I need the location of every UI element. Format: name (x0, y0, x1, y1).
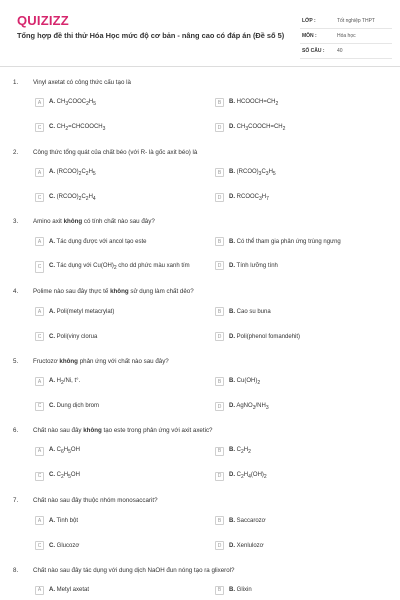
answer-option-a[interactable] (35, 586, 205, 595)
option-text: D. $RCOOC_3H_7$ (229, 193, 269, 202)
option-text: A. Tinh bột (49, 517, 79, 524)
question-number: 4. (13, 288, 19, 296)
answer-option-c[interactable] (35, 541, 205, 550)
meta-value: Tốt nghiệp THPT (337, 18, 375, 24)
option-letter-box: C (35, 541, 44, 550)
option-text: B. Có thể tham gia phản ứng trùng ngưng (229, 238, 341, 245)
question-text: Chất nào sau đây tác dụng với dung dịch NaOH đun nóng tạo ra glixerol? (33, 566, 235, 574)
option-text: D. $AgNO_3/NH_3$ (229, 402, 269, 411)
option-text: C. Dung dịch brom (49, 403, 100, 410)
option-text: D. $C_2H_4(OH)_2$ (229, 472, 267, 481)
option-text: B. Glixin (229, 587, 252, 594)
option-letter-box: C (35, 261, 44, 273)
option-text: B. Saccarozơ (229, 517, 266, 524)
question-number: 5. (13, 357, 19, 365)
answer-option-d[interactable] (215, 193, 385, 203)
question-item (0, 567, 400, 600)
answer-option-d[interactable] (215, 402, 385, 412)
answer-option-d[interactable] (215, 332, 385, 341)
option-letter-box: C (35, 193, 44, 202)
answer-option-c[interactable] (35, 402, 205, 411)
option-letter-box: C (35, 123, 44, 132)
meta-row-count (300, 44, 392, 59)
question-item (0, 79, 400, 149)
option-letter-box: D (215, 123, 224, 132)
option-text: B. $Cu(OH)_2$ (229, 377, 261, 386)
meta-row-subject (300, 29, 392, 44)
question-text: Vinyl axetat có công thức cấu tạo là (33, 79, 131, 86)
question-text: Công thức tổng quát của chất béo (với R- là gốc axit béo) là (33, 148, 198, 156)
option-letter-box: A (35, 237, 44, 246)
option-letter-box: B (215, 168, 224, 177)
answer-option-d[interactable] (215, 541, 385, 550)
page-title: Tổng hợp đề thi thử Hóa Học mức độ cơ bản - nâng cao có đáp án (Đề số 5) (17, 31, 285, 40)
option-text: D. $CH_3COOCH=CH_2$ (229, 124, 286, 133)
option-letter-box: D (215, 193, 224, 202)
answer-option-b[interactable] (215, 98, 385, 108)
option-letter-box: A (35, 377, 44, 386)
option-text: A. $H_2/Ni$, t°. (49, 377, 81, 386)
option-text: A. $CH_3COOC_2H_5$ (49, 99, 97, 108)
option-letter-box: A (35, 307, 44, 316)
option-letter-box: B (215, 516, 224, 525)
option-text: A. Poli(metyl metacrylat) (49, 308, 115, 315)
option-letter-box: C (35, 332, 44, 341)
option-text: D. Poli(phenol fomandehit) (229, 333, 301, 340)
question-number: 3. (13, 218, 19, 226)
option-letter-box: A (35, 98, 44, 107)
meta-value: Hóa học (337, 33, 356, 39)
meta-row-class (300, 14, 392, 29)
option-letter-box: D (215, 402, 224, 411)
option-letter-box: D (215, 261, 224, 270)
meta-key: MÔN : (302, 33, 317, 39)
meta-table (300, 14, 392, 59)
option-text: C. $C_2H_5OH$ (49, 472, 80, 481)
question-item (0, 358, 400, 428)
answer-option-a[interactable] (35, 237, 205, 246)
option-text: B. Cao su buna (229, 308, 271, 315)
option-text: C. Glucozơ (49, 542, 80, 549)
answer-option-c[interactable] (35, 471, 205, 481)
question-number: 7. (13, 497, 19, 505)
answer-option-a[interactable] (35, 98, 205, 108)
option-text: C. Poli(viny clorua (49, 333, 98, 340)
answer-option-b[interactable] (215, 446, 385, 456)
question-item (0, 288, 400, 358)
answer-option-a[interactable] (35, 307, 205, 316)
answer-option-c[interactable] (35, 123, 205, 133)
option-letter-box: C (35, 472, 44, 481)
answer-option-a[interactable] (35, 516, 205, 525)
option-text: A. Metyl axetat (49, 587, 90, 594)
option-letter-box: D (215, 332, 224, 341)
option-letter-box: A (35, 586, 44, 595)
option-text: C. $CH_2=CHCOOCH_3$ (49, 124, 106, 133)
answer-option-b[interactable] (215, 168, 385, 178)
option-letter-box: B (215, 237, 224, 246)
option-letter-box: B (215, 586, 224, 595)
answer-option-b[interactable] (215, 516, 385, 525)
answer-option-b[interactable] (215, 377, 385, 387)
option-letter-box: B (215, 307, 224, 316)
answer-option-c[interactable] (35, 332, 205, 341)
answer-option-b[interactable] (215, 586, 385, 595)
option-letter-box: C (35, 402, 44, 411)
answer-option-d[interactable] (215, 123, 385, 133)
option-text: B. $(RCOO)_3C_3H_5$ (229, 168, 276, 177)
answer-option-c[interactable] (35, 261, 205, 273)
option-text: B. $C_2H_2$ (229, 447, 251, 456)
question-text: Fructozơ không phản ứng với chất nào sau đây? (33, 357, 169, 365)
option-text: B. $HCOOCH=CH_2$ (229, 99, 279, 108)
question-item (0, 427, 400, 497)
meta-key: SỐ CÂU : (302, 48, 325, 54)
option-text: C. Tác dụng với $Cu(OH)_2$ cho dd phức màu xanh tím (49, 263, 190, 272)
answer-option-b[interactable] (215, 237, 385, 246)
answer-option-a[interactable] (35, 446, 205, 456)
answer-option-d[interactable] (215, 261, 385, 270)
answer-option-c[interactable] (35, 193, 205, 203)
question-text: Amino axit không có tính chất nào sau đây? (33, 218, 155, 226)
question-item (0, 218, 400, 288)
option-text: D. Tính lưỡng tính (229, 262, 278, 269)
question-text: Chất nào sau đây không tạo este trong phản ứng với axit axetic? (33, 427, 213, 435)
option-letter-box: D (215, 472, 224, 481)
question-number: 6. (13, 427, 19, 435)
option-letter-box: A (35, 516, 44, 525)
question-text: Chất nào sau đây thuộc nhóm monosaccarit? (33, 497, 158, 505)
question-number: 8. (13, 566, 19, 574)
question-item (0, 149, 400, 219)
quizizz-logo: QUIZIZZ (17, 13, 69, 28)
answer-option-b[interactable] (215, 307, 385, 316)
option-text: D. Xenlulozơ (229, 542, 264, 549)
option-text: C. $(RCOO)_2C_2H_4$ (49, 193, 96, 202)
answer-option-d[interactable] (215, 471, 385, 481)
meta-key: LỚP : (302, 18, 316, 24)
option-letter-box: A (35, 447, 44, 456)
question-list (0, 79, 400, 600)
question-number: 2. (13, 148, 19, 156)
question-item (0, 497, 400, 567)
question-text: Polime nào sau đây thực tế không sử dụng làm chất dẻo? (33, 288, 194, 296)
meta-value: 40 (337, 48, 343, 54)
option-letter-box: B (215, 447, 224, 456)
answer-option-a[interactable] (35, 377, 205, 387)
option-letter-box: B (215, 377, 224, 386)
option-text: A. $(RCOO)_2C_2H_5$ (49, 168, 96, 177)
option-text: A. $C_6H_5OH$ (49, 447, 80, 456)
option-letter-box: D (215, 541, 224, 550)
option-letter-box: A (35, 168, 44, 177)
header-divider (0, 66, 400, 67)
option-text: A. Tác dụng được với ancol tạo este (49, 238, 147, 245)
answer-option-a[interactable] (35, 168, 205, 178)
question-number: 1. (13, 79, 19, 86)
option-letter-box: B (215, 98, 224, 107)
